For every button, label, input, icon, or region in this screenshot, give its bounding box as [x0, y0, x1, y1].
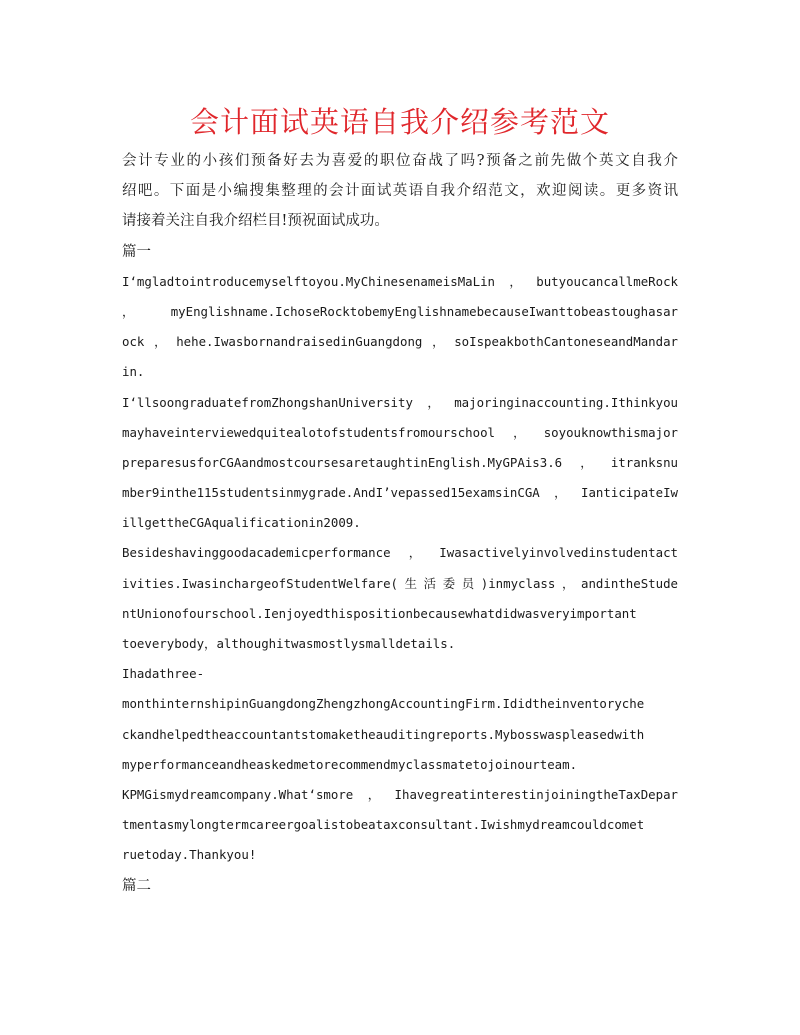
paragraph-5-line: tmentasmylongtermcareergoalistobeataxconsultant.Iwishmydreamcouldcomet	[122, 817, 645, 833]
paragraph-2-line: I‘llsoongraduatefromZhongshanUniversity，majoringinaccounting.Ithinkyou	[122, 394, 678, 410]
paragraph-1-line: in.	[122, 364, 145, 380]
paragraph-2-line: illgettheCGAqualificationin2009.	[122, 515, 361, 531]
paragraph-5-line: ruetoday.Thankyou!	[122, 847, 257, 863]
document-body	[122, 146, 678, 901]
paragraph-4-line: myperformanceandheaskedmetorecommendmyclassmatetojoinourteam.	[122, 756, 578, 772]
document-title: 会计面试英语自我介绍参考范文	[189, 105, 610, 139]
paragraph-3-line: ntUnionofourschool.Ienjoyedthispositionbecausewhatdidwasveryimportant	[122, 605, 637, 621]
section-heading-1: 篇一	[122, 243, 151, 260]
paragraph-1-line: ，myEnglishname.IchoseRocktobemyEnglishnamebecauseIwanttobeastoughasar	[122, 303, 678, 319]
paragraph-2-line: mayhaveinterviewedquitealotofstudentsfromourschool，soyouknowthismajor	[122, 424, 678, 440]
intro-line: 绍吧。下面是小编搜集整理的会计面试英语自我介绍范文，欢迎阅读。更多资讯	[122, 183, 678, 200]
paragraph-3-line: Besideshavinggoodacademicperformance，Iwasactivelyinvolvedinstudentact	[122, 545, 678, 561]
paragraph-2-line: mber9inthe115studentsinmygrade.AndI’vepassed15examsinCGA，IanticipateIw	[122, 485, 678, 501]
paragraph-4-line: Ihadathree-	[122, 666, 205, 682]
intro-line: 请接着关注自我介绍栏目!预祝面试成功。	[122, 213, 389, 230]
paragraph-3-line: toeverybody，althoughitwasmostlysmalldetails.	[122, 636, 456, 651]
paragraph-1-line: I‘mgladtointroducemyselftoyou.MyChinesenameisMaLin，butyoucancallmeRock	[122, 273, 678, 289]
intro-line: 会计专业的小孩们预备好去为喜爱的职位奋战了吗?预备之前先做个英文自我介	[122, 153, 678, 169]
paragraph-3-line: ivities.IwasinchargeofStudentWelfare(生活委员)inmyclass，andintheStude	[122, 575, 678, 591]
paragraph-5-line: KPMGismydreamcompany.What‘smore，IhavegreatinterestinjoiningtheTaxDepar	[122, 786, 678, 802]
paragraph-4-line: ckandhelpedtheaccountantstomaketheauditingreports.Mybosswaspleasedwith	[122, 726, 645, 742]
paragraph-2-line: preparesusforCGAandmostcoursesaretaughtinEnglish.MyGPAis3.6，itranksnu	[122, 454, 678, 470]
paragraph-1-line: ock，hehe.IwasbornandraisedinGuangdong，soIspeakbothCantoneseandMandar	[122, 334, 678, 350]
paragraph-4-line: monthinternshipinGuangdongZhengzhongAccountingFirm.Ididtheinventoryche	[122, 696, 645, 712]
section-heading-2: 篇二	[122, 877, 151, 894]
